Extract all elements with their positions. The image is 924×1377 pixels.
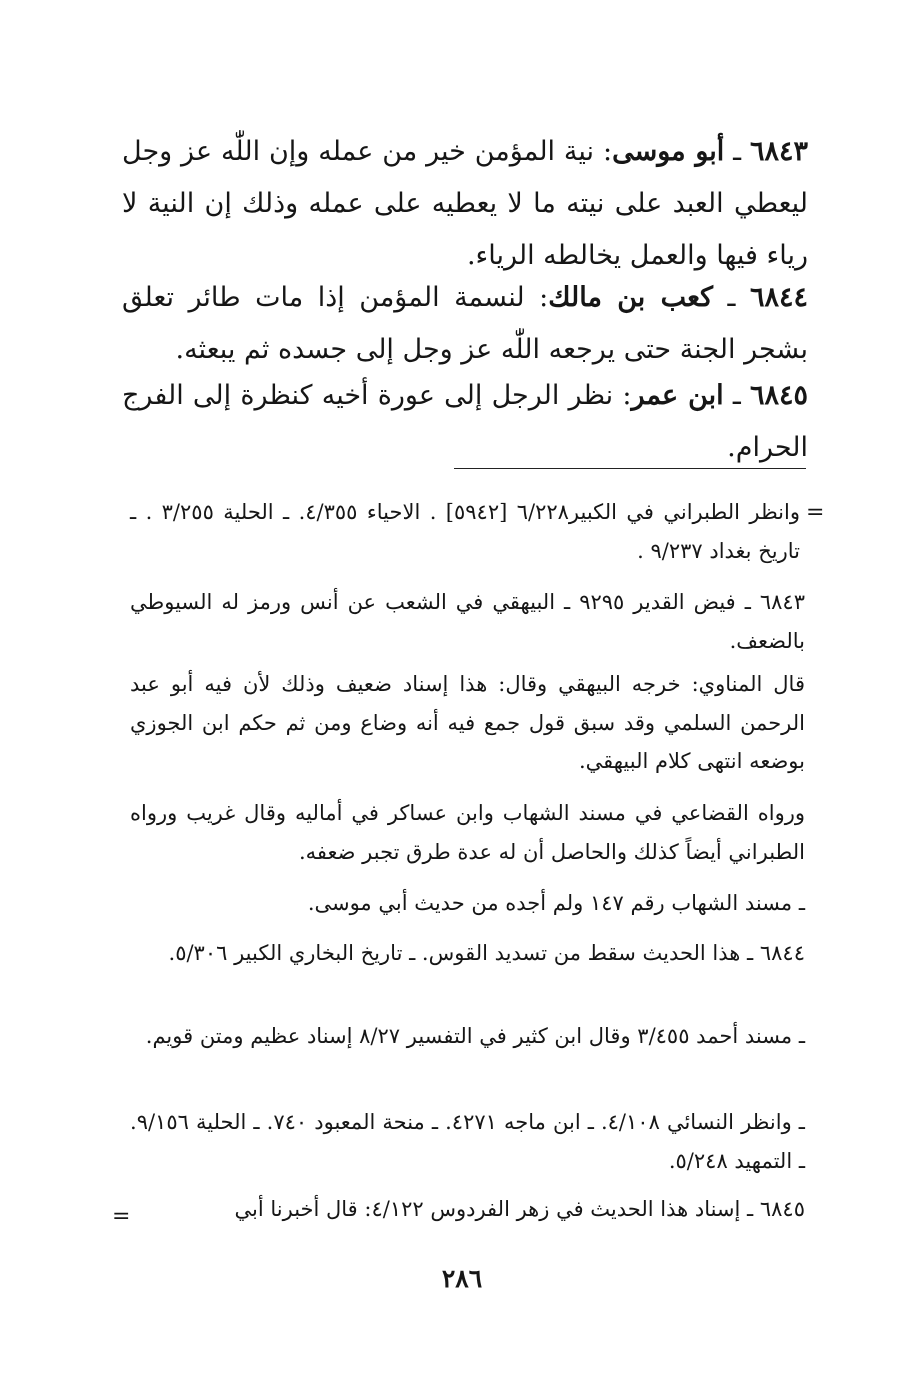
footnote: ورواه القضاعي في مسند الشهاب وابن عساكر في أماليه وقال غريب ورواه الطبراني أيضاً كذلك والحاصل أن له عدة طرق تجبر ضعفه. — [130, 801, 805, 864]
footnote: ٦٨٤٥ ـ إسناد هذا الحديث في زهر الفردوس ٤/١٢٢: قال أخبرنا أبي — [234, 1197, 805, 1221]
continuation-mark-bottom: = — [112, 1204, 131, 1229]
hadith-number: ٦٨٤٤ — [749, 282, 808, 313]
footnote: ـ مسند الشهاب رقم ١٤٧ ولم أجده من حديث أبي موسى. — [307, 891, 805, 915]
page-number: ٢٨٦ — [441, 1264, 483, 1293]
hadith-text: لنسمة المؤمن إذا مات طائر تعلق بشجر الجنة حتى يرجعه اللّٰه عز وجل إلى جسده ثم يبعثه. — [122, 282, 808, 365]
footnote: ـ وانظر النسائي ٤/١٠٨. ـ ابن ماجه ٤٢٧١. ـ منحة المعبود ٧٤٠. ـ الحلية ٩/١٥٦. ـ التمهيد ٥/٢٤٨. — [130, 1110, 805, 1173]
hadith-narrator: ابن عمر — [631, 380, 724, 411]
hadith-6844: ٦٨٤٤ ـ كعب بن مالك: لنسمة المؤمن إذا مات طائر تعلق بشجر الجنة حتى يرجعه اللّٰه عز وجل إلى جسده ثم يبعثه. — [122, 282, 808, 365]
footnote: ـ مسند أحمد ٣/٤٥٥ وقال ابن كثير في التفسير ٨/٢٧ إسناد عظيم ومتن قويم. — [145, 1024, 805, 1048]
footnote: قال المناوي: خرجه البيهقي وقال: هذا إسناد ضعيف وذلك لأن فيه أبو عبد الرحمن السلمي وقد سبق قول جمع فيه أنه وضاع ومن ثم حكم ابن الجوزي بوضعه انتهى كلام البيهقي. — [130, 672, 805, 773]
hadith-number: ٦٨٤٣ — [749, 136, 808, 167]
footnote-divider — [454, 468, 806, 469]
hadith-narrator: أبو موسى — [612, 136, 725, 167]
footnote: وانظر الطبراني في الكبير٦/٢٢٨ [٥٩٤٢] . الاحياء ٤/٣٥٥. ـ الحلية ٣/٢٥٥ . ـ تاريخ بغداد ٩/٢٣٧ . — [130, 500, 800, 563]
hadith-text: نية المؤمن خير من عمله وإن اللّٰه عز وجل ليعطي العبد على نيته ما لا يعطيه على عمله وذلك إن النية لا رياء فيها والعمل يخالطه الرياء. — [122, 136, 808, 271]
hadith-text: نظر الرجل إلى عورة أخيه كنظرة إلى الفرج الحرام. — [122, 380, 808, 463]
hadith-number: ٦٨٤٥ — [749, 380, 808, 411]
hadith-narrator: كعب بن مالك — [548, 282, 714, 313]
dash-separator: ـ — [732, 380, 741, 411]
footnote: ٦٨٤٣ ـ فيض القدير ٩٢٩٥ ـ البيهقي في الشعب عن أنس ورمز له السيوطي بالضعف. — [130, 590, 805, 653]
hadith-6843: ٦٨٤٣ ـ أبو موسى: نية المؤمن خير من عمله وإن اللّٰه عز وجل ليعطي العبد على نيته ما لا يعطيه على عمله وذلك إن النية لا رياء فيها والعمل يخالطه الرياء. — [122, 136, 808, 271]
dash-separator: ـ — [727, 282, 736, 313]
hadith-6845: ٦٨٤٥ ـ ابن عمر: نظر الرجل إلى عورة أخيه كنظرة إلى الفرج الحرام. — [122, 380, 808, 463]
continuation-mark-top: = — [806, 500, 825, 525]
footnote: ٦٨٤٤ ـ هذا الحديث سقط من تسديد القوس. ـ تاريخ البخاري الكبير ٥/٣٠٦. — [168, 941, 805, 965]
dash-separator: ـ — [733, 136, 742, 167]
